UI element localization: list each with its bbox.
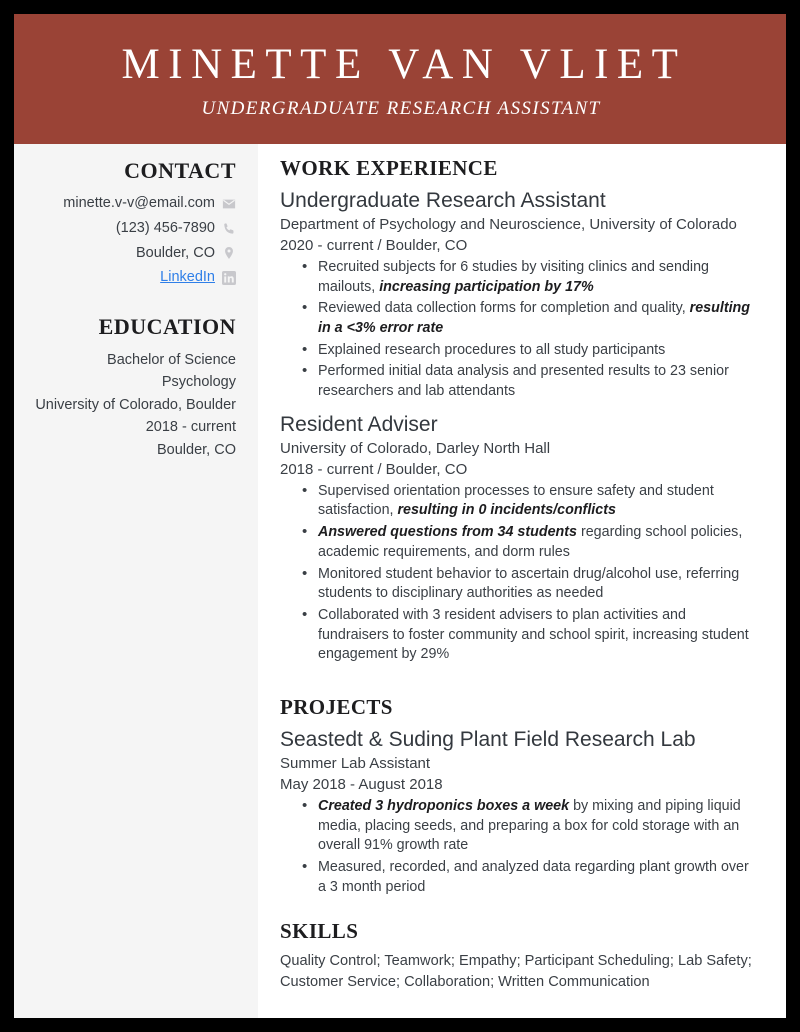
bullet-text: by mixing and piping liquid media, placing seeds, and preparing a box for cold storage with an overall 91% growth rate xyxy=(318,797,741,854)
bullet-list xyxy=(280,258,760,402)
contact-item-label: Boulder, CO xyxy=(136,244,215,261)
bullet-item xyxy=(302,341,760,361)
bullet-item xyxy=(302,258,760,297)
bullet-emphasis: increasing participation by 17% xyxy=(379,278,594,295)
bullet-list xyxy=(280,797,760,898)
job-meta xyxy=(280,235,760,257)
location-pin-icon xyxy=(222,246,236,260)
bullet-text: Monitored student behavior to ascertain drug/alcohol use, referring students to disciplinary authorities as needed xyxy=(318,565,740,602)
education-line: Boulder, CO xyxy=(157,441,236,458)
spacer xyxy=(280,675,760,695)
bullet-emphasis: resulting in 0 incidents/conflicts xyxy=(397,502,616,519)
job-location: Boulder, CO xyxy=(385,237,468,255)
bullet-item xyxy=(302,565,760,604)
contact-item xyxy=(28,243,236,265)
job-dates: 2018 - current xyxy=(280,460,374,478)
bullet-list xyxy=(280,482,760,665)
contact-item-label: minette.v-v@email.com xyxy=(63,195,215,211)
job-entry xyxy=(280,412,760,665)
resume-body xyxy=(14,144,786,1018)
contact-item xyxy=(28,218,236,240)
bullet-item xyxy=(302,797,760,856)
main-column xyxy=(258,144,786,1018)
bullet-item xyxy=(302,858,760,897)
project-dates: May 2018 - August 2018 xyxy=(280,776,443,794)
contact-item-label[interactable]: LinkedIn xyxy=(160,269,215,286)
job-meta-separator: / xyxy=(377,460,382,478)
projects-heading: PROJECTS xyxy=(280,695,393,720)
phone-icon xyxy=(222,222,236,236)
education-list xyxy=(28,349,236,461)
contact-item[interactable] xyxy=(28,267,236,289)
work-experience-heading: WORK EXPERIENCE xyxy=(280,156,498,180)
bullet-item xyxy=(302,362,760,401)
bullet-item xyxy=(302,606,760,665)
education-line: Bachelor of Science xyxy=(107,352,236,368)
job-entry xyxy=(280,188,760,402)
projects-list xyxy=(280,727,760,897)
page-title: MINETTE VAN VLIET xyxy=(121,41,687,89)
project-title: Seastedt & Suding Plant Field Research Lab xyxy=(280,728,696,752)
bullet-text: Measured, recorded, and analyzed data regarding plant growth over a 3 month period xyxy=(318,859,749,895)
contact-heading: CONTACT xyxy=(124,158,236,183)
job-title: Undergraduate Research Assistant xyxy=(280,189,606,212)
work-experience-section xyxy=(280,156,760,665)
header-subtitle: UNDERGRADUATE RESEARCH ASSISTANT xyxy=(201,97,601,119)
bullet-emphasis: resulting in a <3% error rate xyxy=(318,300,751,336)
sidebar xyxy=(14,144,258,1018)
skills-heading: SKILLS xyxy=(280,919,359,944)
skills-text: Quality Control; Teamwork; Empathy; Participant Scheduling; Lab Safety; Customer Service; Collaboration; Written Communication xyxy=(280,953,752,991)
envelope-icon xyxy=(222,197,236,211)
bullet-text: Recruited subjects for 6 studies by visiting clinics and sending mailouts, xyxy=(318,258,709,295)
bullet-text: Reviewed data collection forms for completion and quality, xyxy=(318,300,690,317)
bullet-text: Collaborated with 3 resident advisers to plan activities and fundraisers to foster community and school spirit, increasing student engagement by 29% xyxy=(318,606,749,663)
spacer xyxy=(280,907,760,919)
linkedin-icon xyxy=(222,271,236,285)
bullet-item xyxy=(302,299,760,338)
resume-page xyxy=(14,14,786,1018)
bullet-text: regarding school policies, academic requirements, and dorm rules xyxy=(318,524,743,560)
work-experience-list xyxy=(280,188,760,665)
education-line: 2018 - current xyxy=(145,419,236,436)
contact-item-label: (123) 456-7890 xyxy=(115,219,215,236)
project-role: Summer Lab Assistant xyxy=(280,755,431,773)
job-meta-separator: / xyxy=(377,237,382,255)
education-line: University of Colorado, Boulder xyxy=(35,396,236,413)
projects-section xyxy=(280,695,760,897)
skills-section xyxy=(280,919,760,992)
job-location: Boulder, CO xyxy=(385,460,468,478)
job-title: Resident Adviser xyxy=(280,412,438,436)
contact-item xyxy=(28,193,236,215)
bullet-item xyxy=(302,482,760,521)
job-meta xyxy=(280,459,760,481)
bullet-emphasis: Created 3 hydroponics boxes a week xyxy=(318,797,570,814)
bullet-text: Explained research procedures to all study participants xyxy=(318,341,666,358)
contact-section xyxy=(28,158,236,289)
bullet-item xyxy=(302,523,760,562)
project-entry xyxy=(280,727,760,897)
education-heading: EDUCATION xyxy=(98,314,236,339)
contact-list xyxy=(28,193,236,289)
education-section xyxy=(28,314,236,461)
resume-header xyxy=(14,14,786,144)
job-organization: Department of Psychology and Neuroscience, University of Colorado xyxy=(280,216,737,234)
bullet-text: Supervised orientation processes to ensure safety and student satisfaction, xyxy=(318,482,714,519)
job-dates: 2020 - current xyxy=(280,237,374,255)
job-organization: University of Colorado, Darley North Hall xyxy=(280,440,551,458)
bullet-emphasis: Answered questions from 34 students xyxy=(318,524,577,541)
education-line: Psychology xyxy=(161,374,236,391)
bullet-text: Performed initial data analysis and presented results to 23 senior researchers and lab attendants xyxy=(318,363,729,400)
